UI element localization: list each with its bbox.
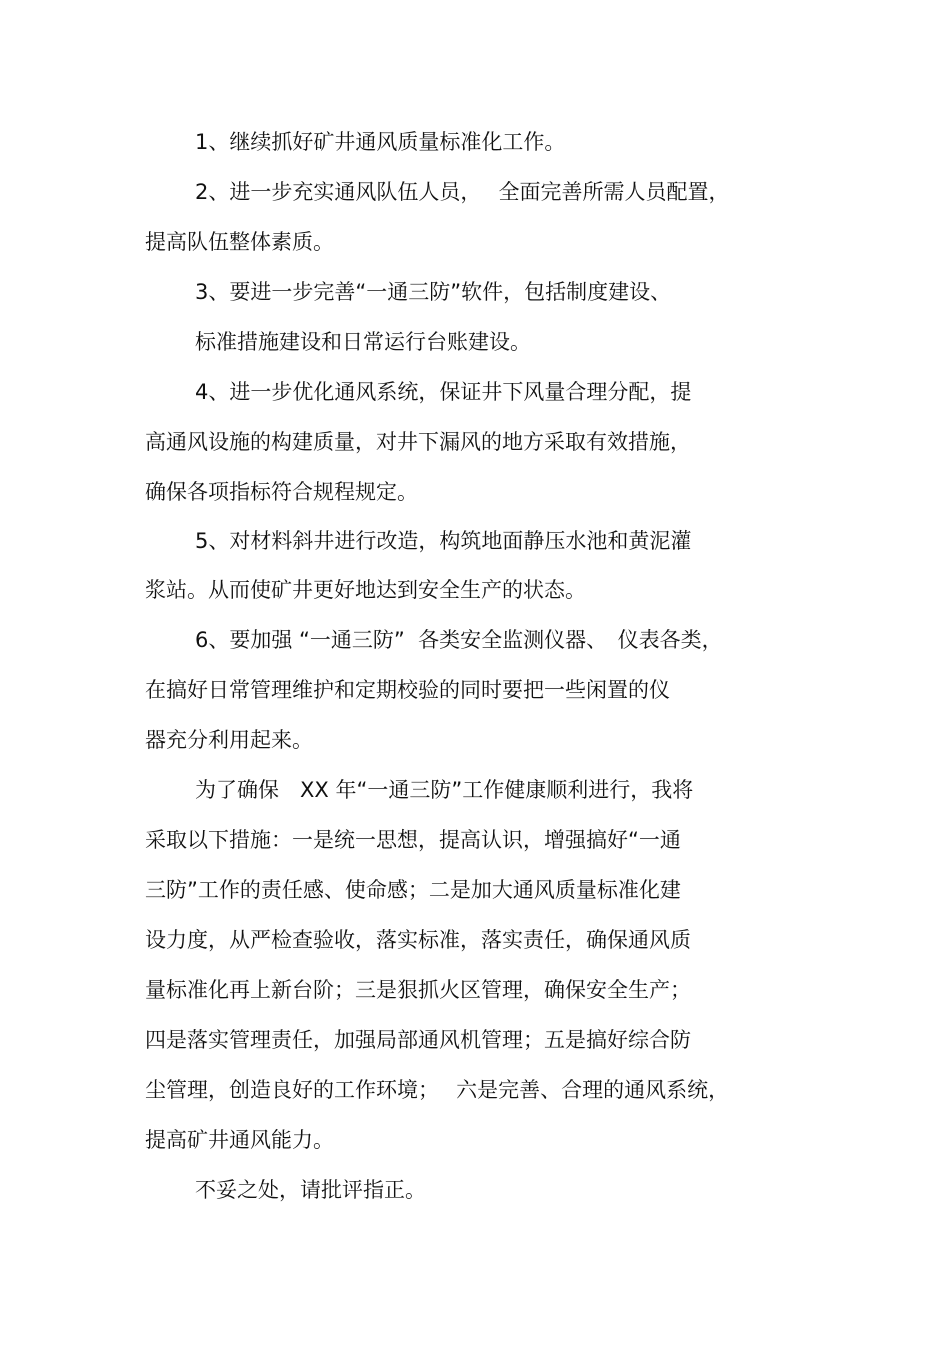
item-4-line-3: 确保各项指标符合规程规定。: [145, 480, 418, 504]
measures-line-6: 四是落实管理责任，加强局部通风机管理；五是搞好综合防: [145, 1028, 691, 1052]
item-6-line-3: 器充分利用起来。: [145, 728, 313, 752]
item-5-line-1: 5、对材料斜井进行改造，构筑地面静压水池和黄泥灌: [195, 529, 692, 553]
item-1-line: 1、继续抓好矿井通风质量标准化工作。: [195, 130, 566, 154]
measures-line-5: 量标准化再上新台阶；三是狠抓火区管理，确保安全生产；: [145, 978, 691, 1002]
item-3-line-2: 标准措施建设和日常运行台账建设。: [195, 330, 531, 354]
item-6-line-2: 在搞好日常管理维护和定期校验的同时要把一些闲置的仪: [145, 678, 670, 702]
measures-line-7: 尘管理，创造良好的工作环境； 六是完善、合理的通风系统，: [145, 1078, 730, 1102]
item-5-line-2: 浆站。从而使矿井更好地达到安全生产的状态。: [145, 578, 586, 602]
measures-line-8: 提高矿井通风能力。: [145, 1128, 334, 1152]
measures-line-1: 为了确保 XX 年“一通三防”工作健康顺利进行，我将: [195, 778, 694, 802]
item-3-line-1: 3、要进一步完善“一通三防”软件，包括制度建设、: [195, 280, 672, 304]
closing-line: 不妥之处，请批评指正。: [195, 1178, 426, 1202]
item-2-line-1: 2、进一步充实通风队伍人员， 全面完善所需人员配置，: [195, 180, 730, 204]
measures-line-3: 三防”工作的责任感、使命感；二是加大通风质量标准化建: [145, 878, 681, 902]
item-4-line-1: 4、进一步优化通风系统，保证井下风量合理分配，提: [195, 380, 692, 404]
measures-line-2: 采取以下措施：一是统一思想，提高认识，增强搞好“一通: [145, 828, 681, 852]
item-6-line-1: 6、要加强 “一通三防” 各类安全监测仪器、 仪表各类，: [195, 628, 723, 652]
item-2-line-2: 提高队伍整体素质。: [145, 230, 334, 254]
item-4-line-2: 高通风设施的构建质量，对井下漏风的地方采取有效措施，: [145, 430, 691, 454]
measures-line-4: 设力度，从严检查验收，落实标准，落实责任，确保通风质: [145, 928, 691, 952]
